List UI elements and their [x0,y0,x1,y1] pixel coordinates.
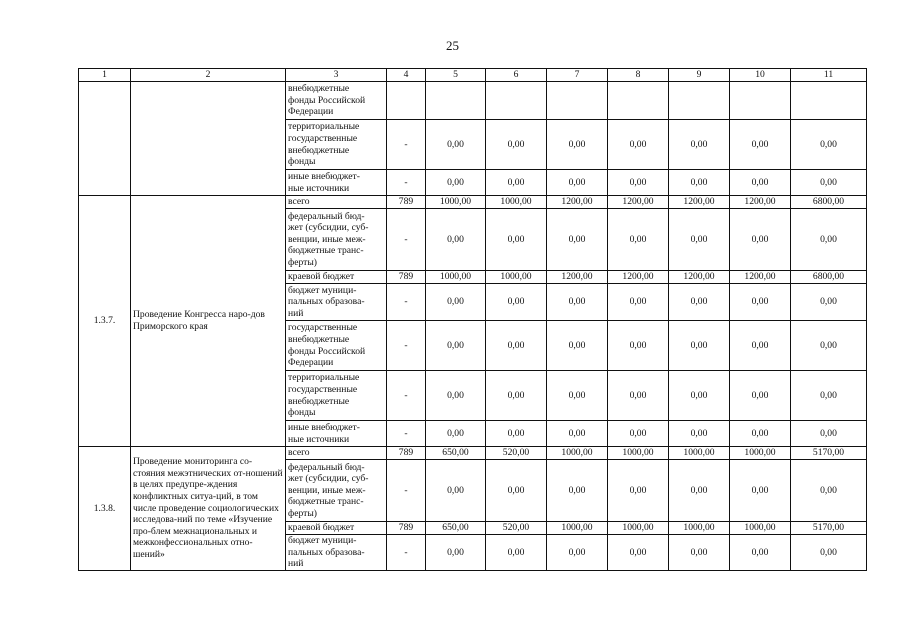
amount-cell: 1200,00 [730,271,791,284]
admin-code-cell: 789 [387,196,426,209]
amount-cell: 0,00 [730,460,791,522]
column-number-row [79,69,867,82]
amount-cell: 1000,00 [730,522,791,535]
amount-cell: 1000,00 [669,447,730,460]
amount-cell: 0,00 [791,209,867,271]
table-row [79,82,867,120]
amount-cell: 1200,00 [730,196,791,209]
amount-cell: 6800,00 [791,196,867,209]
funding-source: федеральный бюд- жет (субсидии, суб- венции, иные меж- бюджетные транс- ферты) [286,209,387,271]
amount-cell: 5170,00 [791,522,867,535]
table-row [79,447,867,460]
amount-cell: 1200,00 [547,271,608,284]
admin-code-cell: - [387,371,426,421]
amount-cell: 0,00 [608,421,669,447]
column-number-header: 7 [547,69,608,82]
amount-cell [426,82,486,120]
amount-cell: 0,00 [547,321,608,371]
amount-cell: 1000,00 [608,522,669,535]
amount-cell: 0,00 [547,535,608,571]
amount-cell: 1000,00 [486,196,547,209]
amount-cell: 0,00 [669,371,730,421]
column-number-header: 9 [669,69,730,82]
admin-code-cell: 789 [387,447,426,460]
column-number-header: 11 [791,69,867,82]
amount-cell: 0,00 [669,120,730,170]
amount-cell: 0,00 [608,321,669,371]
amount-cell: 1000,00 [547,447,608,460]
column-number-header: 3 [286,69,387,82]
amount-cell: 1200,00 [608,196,669,209]
amount-cell: 1000,00 [669,522,730,535]
amount-cell: 0,00 [426,371,486,421]
budget-table [78,68,867,571]
measure-code: 1.3.7. [79,196,131,447]
amount-cell: 0,00 [547,460,608,522]
amount-cell: 0,00 [669,284,730,321]
amount-cell: 1000,00 [608,447,669,460]
funding-source: всего [286,447,387,460]
amount-cell: 0,00 [730,120,791,170]
amount-cell: 0,00 [608,371,669,421]
funding-source: всего [286,196,387,209]
amount-cell: 1000,00 [426,196,486,209]
amount-cell: 1000,00 [486,271,547,284]
admin-code-cell: - [387,209,426,271]
amount-cell [547,82,608,120]
amount-cell: 0,00 [791,321,867,371]
amount-cell: 0,00 [730,371,791,421]
amount-cell: 0,00 [486,120,547,170]
amount-cell: 0,00 [486,209,547,271]
amount-cell [791,82,867,120]
amount-cell: 0,00 [791,460,867,522]
amount-cell: 0,00 [730,321,791,371]
funding-source: территориальные государственные внебюджетные фонды [286,120,387,170]
amount-cell: 0,00 [608,284,669,321]
amount-cell: 0,00 [426,120,486,170]
measure-name: Проведение Конгресса наро-дов Приморского края [131,196,286,447]
amount-cell: 0,00 [426,209,486,271]
amount-cell: 0,00 [486,535,547,571]
amount-cell: 520,00 [486,447,547,460]
amount-cell: 0,00 [791,421,867,447]
amount-cell: 1200,00 [608,271,669,284]
funding-source: государственные внебюджетные фонды Российской Федерации [286,321,387,371]
amount-cell: 0,00 [426,284,486,321]
table-row [79,196,867,209]
amount-cell: 0,00 [486,321,547,371]
amount-cell: 0,00 [669,209,730,271]
amount-cell: 0,00 [547,209,608,271]
amount-cell: 0,00 [669,460,730,522]
amount-cell: 0,00 [791,120,867,170]
amount-cell: 0,00 [486,421,547,447]
amount-cell: 1000,00 [730,447,791,460]
admin-code-cell: - [387,535,426,571]
admin-code-cell [387,82,426,120]
amount-cell: 1200,00 [547,196,608,209]
column-number-header: 8 [608,69,669,82]
column-number-header: 5 [426,69,486,82]
amount-cell: 0,00 [486,170,547,196]
amount-cell: 0,00 [608,535,669,571]
amount-cell: 0,00 [791,170,867,196]
amount-cell: 0,00 [730,170,791,196]
amount-cell: 0,00 [730,209,791,271]
amount-cell: 0,00 [669,421,730,447]
funding-source: бюджет муници- пальных образова- ний [286,535,387,571]
funding-source: территориальные государственные внебюджетные фонды [286,371,387,421]
funding-source: федеральный бюд- жет (субсидии, суб- венции, иные меж- бюджетные транс- ферты) [286,460,387,522]
amount-cell: 0,00 [426,535,486,571]
amount-cell: 650,00 [426,447,486,460]
amount-cell [669,82,730,120]
amount-cell: 0,00 [547,284,608,321]
funding-source: внебюджетные фонды Российской Федерации [286,82,387,120]
admin-code-cell: - [387,120,426,170]
measure-name: Проведение мониторинга со-стояния межэтнических от-ношений в целях предупре-ждения конфликтных ситуа-ций, в том числе проведение социологических исследова-ний по теме «Изучение про-блем межнациональных и межконфессиональных отно-шений» [131,447,286,571]
funding-source: краевой бюджет [286,271,387,284]
amount-cell: 0,00 [608,170,669,196]
amount-cell: 0,00 [426,170,486,196]
amount-cell: 0,00 [730,421,791,447]
amount-cell: 520,00 [486,522,547,535]
amount-cell: 6800,00 [791,271,867,284]
amount-cell: 0,00 [547,421,608,447]
amount-cell: 0,00 [669,321,730,371]
amount-cell: 0,00 [608,120,669,170]
admin-code-cell: - [387,284,426,321]
admin-code-cell: - [387,321,426,371]
amount-cell: 1000,00 [426,271,486,284]
amount-cell: 0,00 [547,120,608,170]
amount-cell: 0,00 [426,321,486,371]
amount-cell: 0,00 [669,170,730,196]
amount-cell: 0,00 [486,371,547,421]
funding-source: бюджет муници- пальных образова- ний [286,284,387,321]
amount-cell: 0,00 [730,284,791,321]
amount-cell: 0,00 [486,284,547,321]
amount-cell: 5170,00 [791,447,867,460]
funding-source: иные внебюджет- ные источники [286,421,387,447]
amount-cell: 650,00 [426,522,486,535]
amount-cell: 0,00 [730,535,791,571]
page-number: 25 [446,38,459,53]
measure-code [79,82,131,196]
amount-cell: 0,00 [547,371,608,421]
admin-code-cell: 789 [387,522,426,535]
amount-cell: 0,00 [426,421,486,447]
amount-cell: 1000,00 [547,522,608,535]
amount-cell: 0,00 [669,535,730,571]
admin-code-cell: 789 [387,271,426,284]
amount-cell: 0,00 [608,209,669,271]
measure-code: 1.3.8. [79,447,131,571]
measure-name [131,82,286,196]
amount-cell: 0,00 [791,371,867,421]
amount-cell: 1200,00 [669,196,730,209]
amount-cell [486,82,547,120]
admin-code-cell: - [387,421,426,447]
column-number-header: 6 [486,69,547,82]
column-number-header: 2 [131,69,286,82]
amount-cell: 0,00 [426,460,486,522]
amount-cell [730,82,791,120]
admin-code-cell: - [387,460,426,522]
admin-code-cell: - [387,170,426,196]
column-number-header: 1 [79,69,131,82]
funding-source: краевой бюджет [286,522,387,535]
column-number-header: 10 [730,69,791,82]
amount-cell: 0,00 [486,460,547,522]
amount-cell: 1200,00 [669,271,730,284]
amount-cell [608,82,669,120]
column-number-header: 4 [387,69,426,82]
amount-cell: 0,00 [791,284,867,321]
amount-cell: 0,00 [791,535,867,571]
funding-source: иные внебюджет- ные источники [286,170,387,196]
amount-cell: 0,00 [608,460,669,522]
amount-cell: 0,00 [547,170,608,196]
